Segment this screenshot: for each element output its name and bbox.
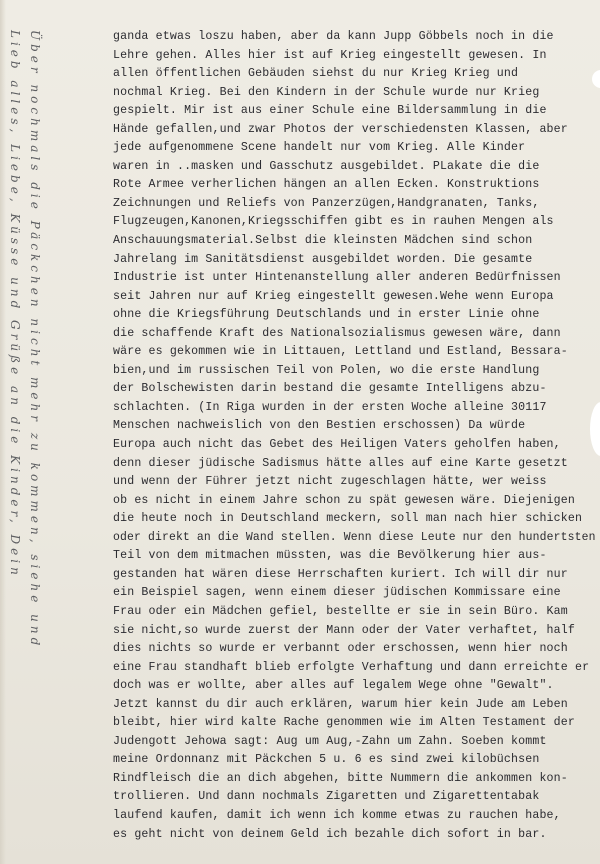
- typed-line: waren in ..masken und Gasschutz ausgebildet. PLakate die die: [113, 159, 540, 173]
- typed-line: Jahrelang im Sanitätsdienst ausgebildet worden. Die gesamte: [113, 252, 533, 266]
- typed-line: ohne die Kriegsführung Deutschlands und in erster Linie ohne: [113, 308, 540, 322]
- typed-line: allen öffentlichen Gebäuden siehst du nur Krieg Krieg und: [113, 67, 519, 81]
- typed-line: Zeichnungen und Reliefs von Panzerzügen,Handgranaten, Tanks,: [113, 196, 540, 210]
- typed-line: seit Jahren nur auf Krieg eingestellt gewesen.Wehe wenn Europa: [113, 289, 554, 303]
- typed-line: und wenn der Führer jetzt nicht zugeschlagen hätte, wer weiss: [113, 475, 547, 489]
- typed-line: trollieren. Und dann nochmals Zigaretten und Zigarettentabak: [113, 790, 540, 804]
- typed-line: ob es nicht in einem Jahre schon zu spät gewesen wäre. Diejenigen: [113, 493, 575, 507]
- typed-line: doch was er wollte, aber alles auf legalem Wege ohne "Gewalt".: [113, 679, 554, 693]
- typed-line: der Bolschewisten darin bestand die gesamte Intelligens abzu-: [113, 382, 547, 396]
- typed-line: Anschauungsmaterial.Selbst die kleinsten Mädchen sind schon: [113, 234, 533, 248]
- typed-line: Rote Armee verherlichen hängen an allen Ecken. Konstruktions: [113, 178, 540, 192]
- typed-line: gestanden hat wären diese Herrschaften kuriert. Ich will dir nur: [113, 567, 568, 581]
- margin-handwriting-line-2: Lieb alles, Liebe, Küsse und Grüße an die Kinder, Dein: [8, 30, 22, 579]
- typed-line: gespielt. Mir ist aus einer Schule eine Bildersammlung in die: [113, 104, 547, 118]
- typed-line: bien,und im russischen Teil von Polen, wo die erste Handlung: [113, 363, 540, 377]
- typed-line: Teil von dem mitmachen müssten, was die Bevölkerung hier aus-: [113, 549, 547, 563]
- typed-line: eine Frau standhaft blieb erfolgte Verhaftung und dann erreichte er: [113, 660, 590, 674]
- typed-line: Jetzt kannst du dir auch erklären, warum hier kein Jude am Leben: [113, 697, 568, 711]
- typed-line: die heute noch in Deutschland meckern, soll man nach hier schicken: [113, 512, 583, 526]
- margin-handwriting-line-1: Über nochmals die Päckchen nicht mehr zu kommen, siehe und: [28, 30, 42, 650]
- typed-line: nochmal Krieg. Bei den Kindern in der Schule wurde nur Krieg: [113, 85, 540, 99]
- typed-line: Rindfleisch die an dich abgehen, bitte Nummern die ankommen kon-: [113, 771, 568, 785]
- typed-line: ganda etwas loszu haben, aber da kann Jupp Göbbels noch in die: [113, 30, 554, 43]
- typed-line: die schaffende Kraft des Nationalsozialismus gewesen wäre, dann: [113, 326, 561, 340]
- typed-line: meine Ordonnanz mit Päckchen 5 u. 6 es sind zwei kilobüchsen: [113, 753, 540, 767]
- typed-letter-body: [113, 28, 595, 844]
- typed-line: Europa auch nicht das Gebet des Heiligen Vaters geholfen haben,: [113, 438, 561, 452]
- typed-line: es geht nicht von deinem Geld ich bezahle dich sofort in bar.: [113, 827, 547, 841]
- typed-line: wäre es gekommen wie in Littauen, Lettland und Estland, Bessara-: [113, 345, 568, 359]
- typed-line: sie nicht,so wurde zuerst der Mann oder der Vater verhaftet, half: [113, 623, 575, 637]
- typed-line: bleibt, hier wird kalte Rache genommen wie im Alten Testament der: [113, 716, 575, 730]
- page-left-edge: [0, 0, 6, 864]
- typed-line: denn dieser jüdische Sadismus hätte alles auf eine Karte gesetzt: [113, 456, 568, 470]
- typed-line: Judengott Jehowa sagt: Aug um Aug,-Zahn um Zahn. Soeben kommt: [113, 734, 547, 748]
- typed-line: laufend kaufen, damit ich wenn ich komme etwas zu rauchen habe,: [113, 808, 561, 822]
- typed-line: Lehre gehen. Alles hier ist auf Krieg eingestellt gewesen. In: [113, 48, 547, 62]
- typed-line: ein Beispiel sagen, wenn einem dieser jüdischen Kommissare eine: [113, 586, 561, 600]
- typed-line: jede aufgenommene Scene handelt nur vom Krieg. Alle Kinder: [113, 141, 526, 155]
- typed-line: Industrie ist unter Hintenanstellung aller anderen Bedürfnissen: [113, 271, 561, 285]
- typed-line: oder direkt an die Wand stellen. Wenn diese Leute nur den hundertsten: [113, 530, 596, 544]
- typed-line: Menschen nachweislich von den Bestien erschossen) Da würde: [113, 419, 526, 433]
- typed-line: Hände gefallen,und zwar Photos der verschiedensten Klassen, aber: [113, 122, 568, 136]
- typed-line: dies nichts so wurde er verbannt oder erschossen, wenn hier noch: [113, 642, 568, 656]
- typed-line: Frau oder ein Mädchen gefiel, bestellte er sie in sein Büro. Kam: [113, 604, 568, 618]
- typed-line: Flugzeugen,Kanonen,Kriegsschiffen gibt es in rauhen Mengen als: [113, 215, 554, 229]
- typed-line: schlachten. (In Riga wurden in der ersten Woche alleine 30117: [113, 400, 547, 414]
